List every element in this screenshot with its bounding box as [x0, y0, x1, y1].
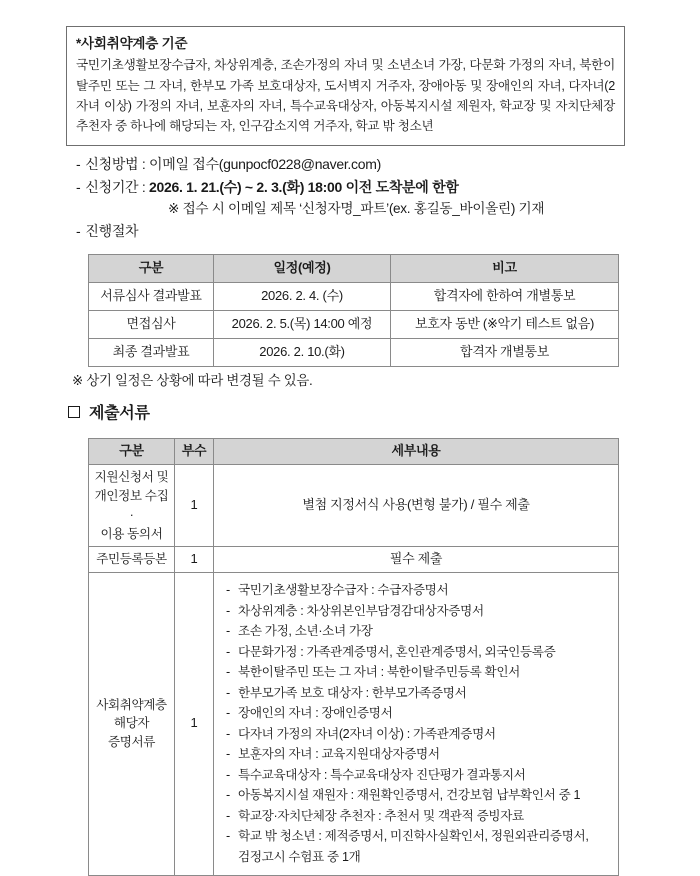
submission-header-gubun: 구분: [89, 439, 175, 465]
gubun-line: 사회취약계층: [96, 697, 167, 712]
submission-cell-detail: 별첨 지정서식 사용(변형 불가) / 필수 제출: [214, 464, 619, 547]
list-item: - 보훈자의 자녀 : 교육지원대상자증명서: [226, 744, 612, 765]
schedule-cell-note: 보호자 동반 (※악기 테스트 없음): [391, 311, 619, 339]
application-info-list: [76, 153, 636, 243]
schedule-note: ※ 상기 일정은 상황에 따라 변경될 수 있음.: [72, 373, 313, 388]
application-method-line: [76, 153, 636, 176]
submission-table: [88, 438, 619, 876]
dash-bullet-icon: -: [76, 223, 81, 240]
list-item: - 다문화가정 : 가족관계증명서, 혼인관계증명서, 외국인등록증: [226, 642, 612, 663]
table-row: [89, 573, 619, 875]
schedule-cell-note: 합격자에 한하여 개별통보: [391, 283, 619, 311]
list-item: - 특수교육대상자 : 특수교육대상자 진단평가 결과통지서: [226, 765, 612, 786]
application-period-line: [76, 176, 636, 199]
required-document-list: [218, 576, 614, 871]
table-row: [89, 311, 619, 339]
list-item: - 조손 가정, 소년·소녀 가장: [226, 621, 612, 642]
procedure-line: [76, 220, 636, 243]
submission-cell-count: 1: [175, 573, 214, 875]
submission-cell-count: 1: [175, 464, 214, 547]
table-row: [89, 547, 619, 573]
list-item: - 아동복지시설 재원자 : 재원확인증명서, 건강보험 납부확인서 중 1: [226, 785, 612, 806]
dash-bullet-icon: -: [76, 178, 81, 195]
application-method-text: 신청방법 : 이메일 접수(gunpocf0228@naver.com): [85, 156, 381, 172]
submission-cell-detail: 필수 제출: [214, 547, 619, 573]
submission-cell-gubun: [89, 573, 175, 875]
list-item: - 한부모가족 보호 대상자 : 한부모가족증명서: [226, 683, 612, 704]
schedule-cell-gubun: 최종 결과발표: [89, 339, 214, 367]
application-period-label: 신청기간 :: [85, 178, 150, 195]
submission-header-count: 부수: [175, 439, 214, 465]
procedure-label: 진행절차: [85, 223, 139, 240]
submission-header-detail: 세부내용: [214, 439, 619, 465]
schedule-header-note: 비고: [391, 255, 619, 283]
criteria-body: 국민기초생활보장수급자, 차상위계층, 조손가정의 자녀 및 소년소녀 가장, 다문화 가정의 자녀, 북한이탈주민 또는 그 자녀, 한부모 가족 보호대상자, 도서벽지 거주자, 장애아동 및 장애인의 자녀, 다자녀(2자녀 이상) 가정의 자녀, 보훈자의 자녀, 특수교육대상자, 아동복지시설 제원자, 학교장 및 자치단체장 추천자 중 하나에 해당되는 자, 인구감소지역 거주자, 학교 밖 청소년: [76, 58, 615, 134]
list-item: - 북한이탈주민 또는 그 자녀 : 북한이탈주민등록 확인서: [226, 662, 612, 683]
submission-section-heading: [68, 400, 150, 423]
check-box-icon: [68, 406, 80, 418]
table-row: [89, 339, 619, 367]
submission-section-title: 제출서류: [89, 405, 150, 422]
submission-cell-count: 1: [175, 547, 214, 573]
schedule-header-date: 일정(예정): [214, 255, 391, 283]
list-item: - 다자녀 가정의 자녀(2자녀 이상) : 가족관계증명서: [226, 724, 612, 745]
list-item: - 장애인의 자녀 : 장애인증명서: [226, 703, 612, 724]
criteria-title: *사회취약계층 기준: [76, 36, 188, 51]
list-item-continuation: 검정고시 수험표 중 1개: [238, 850, 361, 864]
schedule-cell-date: 2026. 2. 5.(목) 14:00 예정: [214, 311, 391, 339]
gubun-line: 이용 동의서: [100, 526, 163, 541]
gubun-line: 증명서류: [107, 735, 156, 750]
dash-bullet-icon: -: [76, 156, 81, 172]
criteria-box: [66, 26, 625, 146]
gubun-line: 지원신청서 및: [94, 469, 169, 484]
list-item: - 국민기초생활보장수급자 : 수급자증명서: [226, 580, 612, 601]
gubun-line: 해당자: [113, 716, 150, 731]
schedule-cell-note: 합격자 개별통보: [391, 339, 619, 367]
schedule-cell-date: 2026. 2. 10.(화): [214, 339, 391, 367]
list-item: - 차상위계층 : 차상위본인부담경감대상자증명서: [226, 601, 612, 622]
schedule-cell-date: 2026. 2. 4. (수): [214, 283, 391, 311]
schedule-cell-gubun: 면접심사: [89, 311, 214, 339]
table-row: [89, 283, 619, 311]
schedule-cell-gubun: 서류심사 결과발표: [89, 283, 214, 311]
list-item: - 학교 밖 청소년 : 제적증명서, 미진학사실확인서, 정원외관리증명서,: [226, 826, 612, 847]
application-period-value: 2026. 1. 21.(수) ~ 2. 3.(화) 18:00 이전 도착분에 한함: [149, 178, 459, 195]
list-item: - 학교장·자치단체장 추천자 : 추천서 및 객관적 증빙자료: [226, 806, 612, 827]
application-period-note: ※ 접수 시 이메일 제목 ‘신청자명_파트’(ex. 홍길동_바이올린) 기재: [168, 201, 545, 217]
submission-cell-detail: [214, 573, 619, 875]
gubun-line: 개인정보 수집·: [94, 488, 169, 522]
table-header-row: [89, 439, 619, 465]
schedule-header-gubun: 구분: [89, 255, 214, 283]
schedule-table: [88, 254, 619, 367]
table-row: [89, 464, 619, 547]
submission-cell-gubun: 주민등록등본: [89, 547, 175, 573]
submission-cell-gubun: [89, 464, 175, 547]
table-header-row: [89, 255, 619, 283]
